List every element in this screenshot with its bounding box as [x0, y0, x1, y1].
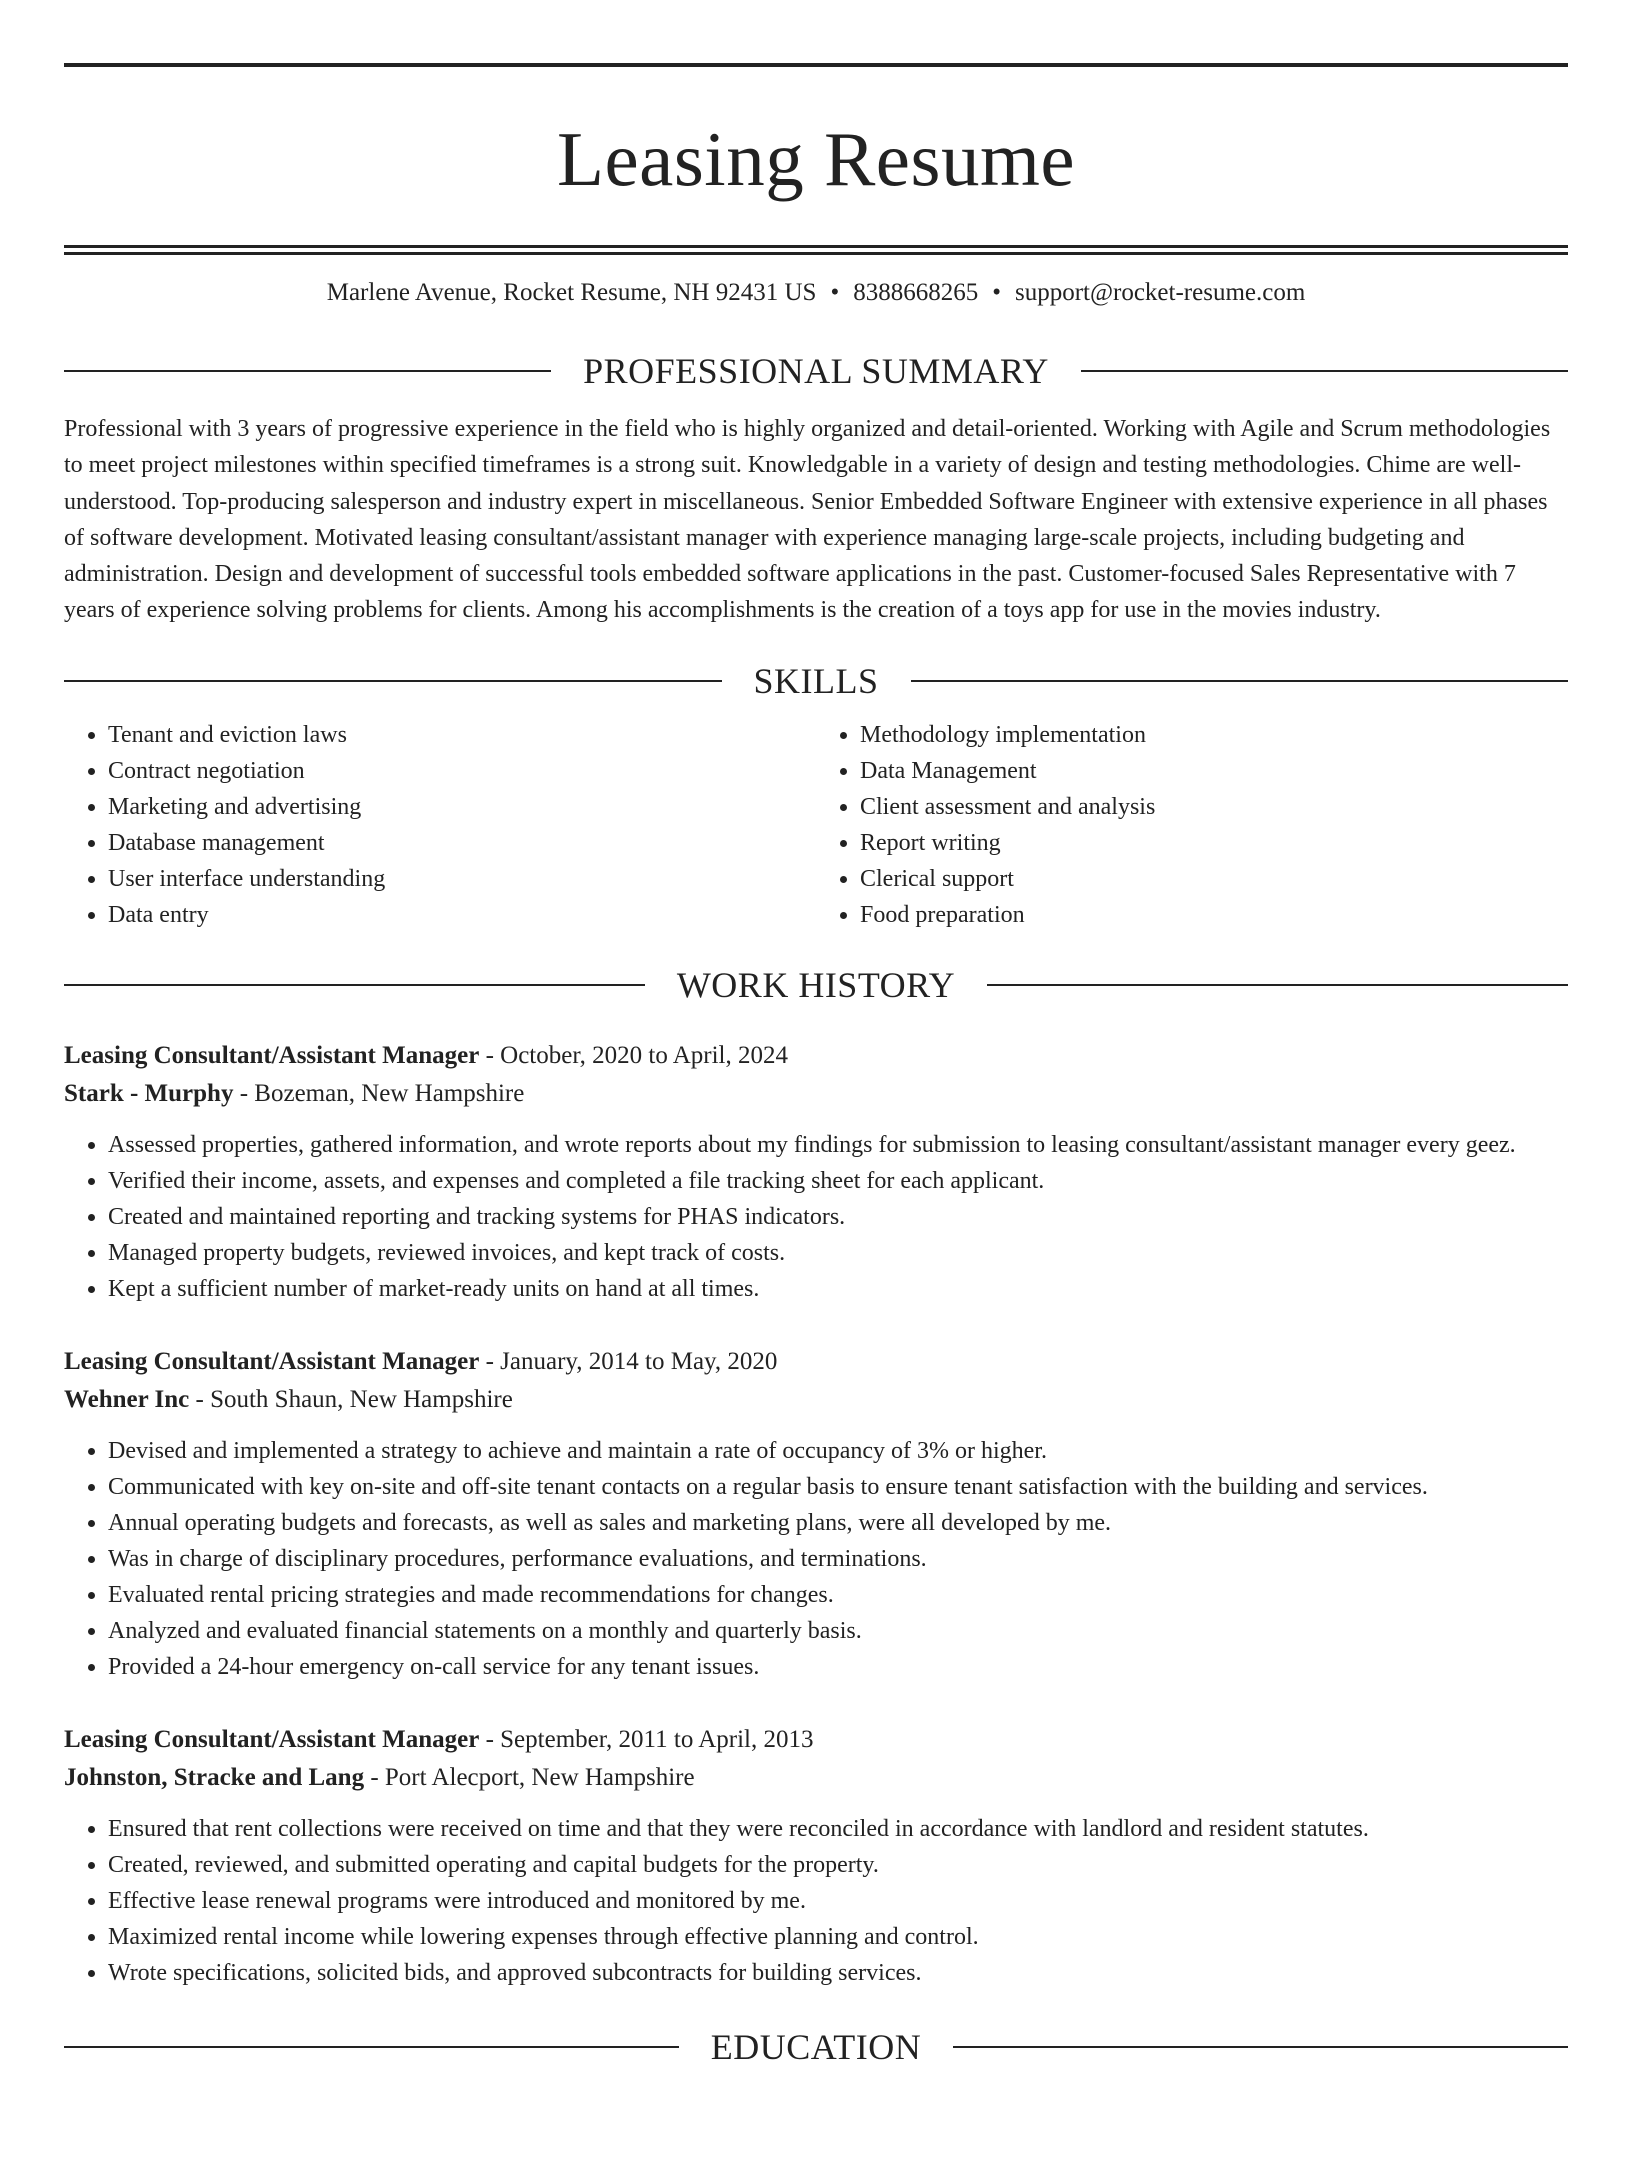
- job-company: Johnston, Stracke and Lang: [64, 1763, 365, 1791]
- skill-item: • Contract negotiation: [108, 753, 816, 789]
- job-bullet: • Assessed properties, gathered information, and wrote reports about my findings for submission to leasing consultant/assistant manager every geez.: [108, 1127, 1568, 1163]
- heading-rule: [64, 2046, 679, 2048]
- skills-column-left: [64, 717, 816, 933]
- job-title-line: [64, 1721, 1568, 1759]
- job-bullet: • Effective lease renewal programs were introduced and monitored by me.: [108, 1883, 1568, 1919]
- job-entry: [64, 1343, 1568, 1685]
- heading-rule: [953, 2046, 1568, 2048]
- job-entry: [64, 1037, 1568, 1307]
- job-company: Wehner Inc: [64, 1385, 190, 1413]
- job-location: - Port Alecport, New Hampshire: [364, 1763, 695, 1791]
- skill-item: • Client assessment and analysis: [860, 789, 1568, 825]
- job-entry: [64, 1721, 1568, 1991]
- summary-text: Professional with 3 years of progressive experience in the field who is highly organized and detail-oriented. Working with Agile and Scrum methodologies to meet project milestones within specified timeframes is a strong suit. Knowledgable in a variety of design and testing methodologies. Chime are well-understood. Top-producing salesperson and industry expert in miscellaneous. Senior Embedded Software Engineer with extensive experience in all phases of software development. Motivated leasing consultant/assistant manager with experience managing large-scale projects, including budgeting and administration. Design and development of successful tools embedded software applications in the past. Customer-focused Sales Representative with 7 years of experience solving problems for clients. Among his accomplishments is the creation of a toys app for use in the movies industry.: [64, 416, 1551, 624]
- job-bullet: • Devised and implemented a strategy to achieve and maintain a rate of occupancy of 3% or higher.: [108, 1433, 1568, 1469]
- job-bullet: • Analyzed and evaluated financial statements on a monthly and quarterly basis.: [108, 1613, 1568, 1649]
- job-bullet: • Evaluated rental pricing strategies and made recommendations for changes.: [108, 1577, 1568, 1613]
- job-bullet: • Managed property budgets, reviewed invoices, and kept track of costs.: [108, 1235, 1568, 1271]
- job-bullet: • Verified their income, assets, and expenses and completed a file tracking sheet for each applicant.: [108, 1163, 1568, 1199]
- job-dates: - September, 2011 to April, 2013: [479, 1725, 814, 1753]
- job-bullet: • Ensured that rent collections were received on time and that they were reconciled in accordance with landlord and resident statutes.: [108, 1811, 1568, 1847]
- job-title-line: [64, 1343, 1568, 1381]
- skill-item: • Tenant and eviction laws: [108, 717, 816, 753]
- job-bullets: [64, 1433, 1568, 1685]
- title-double-rule: [64, 245, 1568, 255]
- page-title: Leasing Resume: [556, 116, 1076, 202]
- contact-separator: •: [992, 279, 1001, 306]
- job-bullet: • Created, reviewed, and submitted operating and capital budgets for the property.: [108, 1847, 1568, 1883]
- job-company-line: [64, 1075, 1568, 1113]
- skill-item: • Marketing and advertising: [108, 789, 816, 825]
- job-bullet: • Maximized rental income while lowering expenses through effective planning and control.: [108, 1919, 1568, 1955]
- contact-phone: 8388668265: [853, 279, 979, 306]
- skills-column-right: [816, 717, 1568, 933]
- section-title: EDUCATION: [710, 2026, 922, 2067]
- job-title-line: [64, 1037, 1568, 1075]
- heading-rule: [64, 984, 645, 986]
- job-bullets: [64, 1811, 1568, 1991]
- job-role: Leasing Consultant/Assistant Manager: [64, 1347, 480, 1375]
- job-role: Leasing Consultant/Assistant Manager: [64, 1041, 480, 1069]
- job-bullet: • Provided a 24-hour emergency on-call service for any tenant issues.: [108, 1649, 1568, 1685]
- heading-rule: [911, 680, 1569, 682]
- job-bullets: [64, 1127, 1568, 1307]
- heading-rule: [987, 984, 1568, 986]
- contact-line: [64, 277, 1568, 309]
- job-dates: - January, 2014 to May, 2020: [479, 1347, 778, 1375]
- section-title: PROFESSIONAL SUMMARY: [583, 351, 1049, 391]
- skill-item: • Food preparation: [860, 897, 1568, 933]
- heading-rule: [64, 680, 722, 682]
- job-bullet: • Wrote specifications, solicited bids, and approved subcontracts for building services.: [108, 1955, 1568, 1991]
- job-company: Stark - Murphy: [64, 1079, 234, 1107]
- job-role: Leasing Consultant/Assistant Manager: [64, 1725, 480, 1753]
- job-dates: - October, 2020 to April, 2024: [479, 1041, 789, 1069]
- job-company-line: [64, 1759, 1568, 1797]
- job-location: - Bozeman, New Hampshire: [233, 1079, 525, 1107]
- top-rule: [64, 63, 1568, 67]
- job-location: - South Shaun, New Hampshire: [189, 1385, 513, 1413]
- heading-rule: [64, 370, 551, 372]
- skill-item: • Methodology implementation: [860, 717, 1568, 753]
- job-bullet: • Created and maintained reporting and tracking systems for PHAS indicators.: [108, 1199, 1568, 1235]
- job-bullet: • Kept a sufficient number of market-ready units on hand at all times.: [108, 1271, 1568, 1307]
- job-company-line: [64, 1381, 1568, 1419]
- section-title: WORK HISTORY: [676, 964, 956, 1005]
- contact-address: Marlene Avenue, Rocket Resume, NH 92431 US: [326, 279, 817, 306]
- resume-page: [0, 63, 1632, 2175]
- skills-list: [64, 717, 1568, 933]
- section-heading-education: [64, 2025, 1568, 2069]
- skill-item: • Database management: [108, 825, 816, 861]
- skill-item: • Report writing: [860, 825, 1568, 861]
- section-title: SKILLS: [753, 660, 879, 701]
- job-bullet: • Was in charge of disciplinary procedures, performance evaluations, and terminations.: [108, 1541, 1568, 1577]
- heading-rule: [1081, 370, 1568, 372]
- skill-item: • Data entry: [108, 897, 816, 933]
- contact-email: support@rocket-resume.com: [1014, 279, 1306, 306]
- skill-item: • User interface understanding: [108, 861, 816, 897]
- section-heading-summary: [64, 349, 1568, 393]
- job-bullet: • Annual operating budgets and forecasts, as well as sales and marketing plans, were all developed by me.: [108, 1505, 1568, 1541]
- section-heading-work-history: [64, 963, 1568, 1007]
- contact-separator: •: [830, 279, 840, 306]
- section-heading-skills: [64, 659, 1568, 703]
- job-bullet: • Communicated with key on-site and off-site tenant contacts on a regular basis to ensure tenant satisfaction with the building and services.: [108, 1469, 1568, 1505]
- skill-item: • Data Management: [860, 753, 1568, 789]
- skill-item: • Clerical support: [860, 861, 1568, 897]
